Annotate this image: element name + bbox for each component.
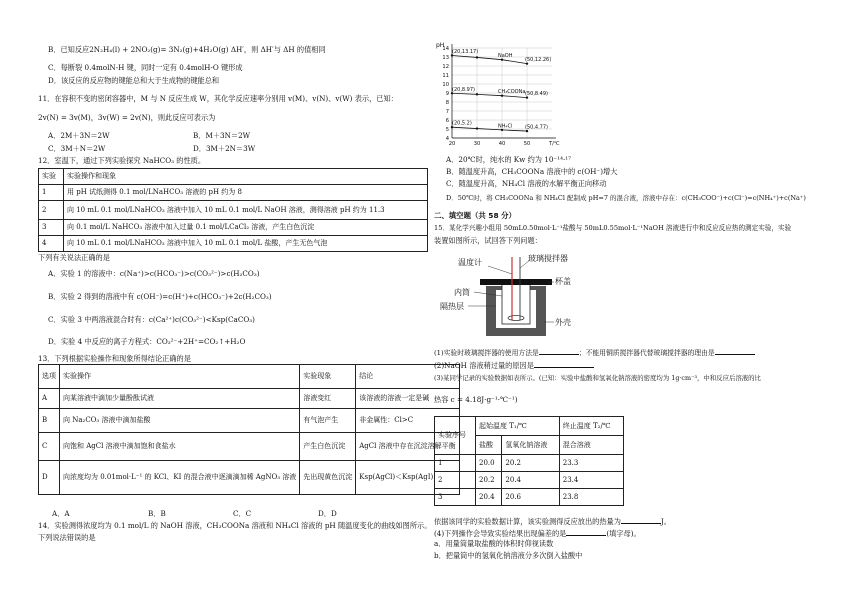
- q11-option-c: C．3M＋N＝2W: [48, 144, 106, 153]
- q12-lead: 下列有关说法正确的是: [38, 253, 110, 262]
- data-point: [476, 56, 478, 58]
- q15-cell: 23.8: [559, 489, 623, 506]
- q14-option-d: D．50℃时，将 CH₃COONa 和 NH₄Cl 配制成 pH=7 的混合液，溶液中存在：c(CH₃COO⁻)+c(Cl⁻)=c(NH₄⁺)+c(Na⁺): [446, 194, 806, 202]
- q11-option-b: B．M＋3N＝2W: [193, 131, 251, 140]
- q12-header-row: [39, 169, 428, 185]
- q11-option-a: A．2M＋3N＝2W: [48, 131, 110, 140]
- label-thermometer: 温度计: [458, 258, 482, 267]
- q15-part-4: [434, 528, 641, 538]
- q10-option-c: C．每断裂 0.4molN-H 键，同时一定有 0.4molH-O 键形成: [48, 63, 243, 72]
- q15-part-3-unit: J。: [660, 517, 671, 526]
- q13-cell: 溶液变红: [300, 389, 356, 409]
- q15-part-3-calc: [434, 516, 671, 526]
- q15-part-4-hint: (填字母)。: [606, 529, 641, 538]
- calorimeter-diagram: [436, 252, 572, 338]
- q15-header-cell: 混合溶液: [559, 436, 623, 455]
- q13-table-row: [39, 461, 460, 495]
- q13-table-row: [39, 409, 460, 433]
- q13-cell: A: [39, 389, 60, 409]
- section-heading: 二、填空题（共 58 分）: [434, 211, 516, 220]
- data-point: [476, 93, 478, 95]
- label-inner-beaker: 内筒: [454, 288, 470, 297]
- point-label: (50,8.49): [525, 91, 548, 98]
- q13-cell: D: [39, 461, 60, 495]
- q15-part-1-text-b: ；不能用铜质搅拌器代替玻璃搅拌器的理由是: [578, 349, 715, 357]
- label-stirrer: 玻璃搅拌器: [528, 254, 568, 263]
- q15-part-2: [434, 360, 594, 370]
- q15-part-1-text-a: (1)实验时玻璃搅拌器的使用方法是: [434, 349, 539, 357]
- y-axis-label: pH: [436, 42, 445, 49]
- y-tick-label: 5: [445, 126, 449, 133]
- point-label: (50,12.26): [525, 57, 552, 64]
- point-label: (20,13.17): [452, 48, 479, 55]
- q15-header-cell: 实验序号: [435, 417, 476, 455]
- q15-part-4-option-b: b．把量筒中的氢氧化钠溶液分多次倒入盐酸中: [434, 551, 583, 560]
- y-tick-label: 7: [445, 108, 449, 115]
- q13-cell: 向某溶液中滴加少量酚酞试液: [60, 389, 300, 409]
- q15-table-row: [435, 472, 624, 489]
- q13-table-row: [39, 433, 460, 461]
- q12-cell: 3: [39, 220, 64, 236]
- q13-option-a: A．A: [52, 509, 70, 518]
- q12-cell: 1: [39, 185, 64, 201]
- q11-condition: 2v(N) = 3v(M)，3v(W) = 2v(N)，则此反应可表示为: [38, 113, 216, 122]
- series-name-label: NH₄Cl: [498, 123, 513, 130]
- q12-table-row: [39, 185, 428, 201]
- q12-option-a: A．实验 1 的溶液中：c(Na⁺)>c(HCO₃⁻)>c(CO₃²⁻)>c(H₂CO₃): [48, 269, 260, 278]
- q15-cell: 23.4: [559, 472, 623, 489]
- q13-header-cell: 选项: [39, 365, 60, 389]
- y-tick-label: 9: [445, 90, 449, 97]
- q15-stem-2: 装置如图所示，试回答下列问题：: [434, 236, 542, 245]
- q12-table-row: [39, 220, 428, 236]
- series-name-label: CH₃COONa: [498, 89, 526, 96]
- q15-cell: 20.2: [476, 472, 502, 489]
- q12-option-b: B．实验 2 得到的溶液中有 c(OH⁻)=c(H⁺)+c(HCO₃⁻)+2c(H₂CO₃): [48, 292, 272, 301]
- q14-stem-2: 下列说法错误的是: [38, 533, 96, 542]
- point-label: (20,8.97): [452, 86, 475, 93]
- q13-cell: 有气泡产生: [300, 409, 356, 433]
- q12-cell: 向 10 mL 0.1 mol/LNaHCO₃ 溶液中加入 10 mL 0.1 mol/L NaOH 溶液，测得溶液 pH 约为 11.3: [64, 201, 428, 220]
- q15-cell: 3: [435, 489, 476, 506]
- y-tick-label: 13: [442, 54, 449, 61]
- q14-option-c: C．随温度升高，NH₄Cl 溶液的水解平衡正向移动: [446, 179, 607, 188]
- q13-cell: 产生白色沉淀: [300, 433, 356, 461]
- q12-cell: 向 10 mL 0.1 mol/LNaHCO₃ 溶液中加入 10 mL 0.1 mol/L 盐酸，产生无色气泡: [64, 236, 428, 252]
- q12-header-cell: 实验: [39, 169, 64, 185]
- q15-stem: 15．某化学兴趣小组用 50mL0.50mol·L⁻¹盐酸与 50mL0.55mol·L⁻¹NaOH 溶液进行中和反应反应热的测定实验，实验: [434, 224, 792, 232]
- q13-header-cell: 结论: [356, 365, 459, 389]
- q15-header-cell: 终止温度 T₂/℃: [559, 417, 623, 436]
- q15-part-3-calc-text: 依据该同学的实验数据计算，该实验测得反应放出的热量为: [434, 517, 621, 526]
- answer-blank-1[interactable]: [539, 347, 579, 355]
- x-tick-label: 20: [448, 141, 456, 147]
- q13-option-d: D．D: [318, 509, 337, 518]
- q12-cell: 向 0.1 mol/L NaHCO₃ 溶液中加入过量 0.1 mol/LCaCl₂ 溶液，产生白色沉淀: [64, 220, 428, 236]
- q12-header-cell: 实验操作和现象: [64, 169, 428, 185]
- label-insulation: 隔热层: [440, 302, 464, 311]
- answer-blank-3[interactable]: [534, 360, 594, 368]
- y-tick-label: 4: [445, 135, 449, 142]
- q14-option-b: B．随温度升高，CH₃COONa 溶液中的 c(OH⁻)增大: [446, 167, 618, 176]
- q12-cell: 用 pH 试纸测得 0.1 mol/LNaHCO₃ 溶液的 pH 约为 8: [64, 185, 428, 201]
- q13-cell: B: [39, 409, 60, 433]
- q13-stem: 13．下列根据实验操作和现象所得结论正确的是: [38, 354, 191, 363]
- q13-header-cell: 实验现象: [300, 365, 356, 389]
- answer-blank-4[interactable]: [621, 516, 661, 524]
- q10-option-d: D．该反应的反应物的键能总和大于生成物的键能总和: [48, 76, 220, 85]
- q15-part-3-heat: 热容 c = 4.18J·g⁻¹·℃⁻¹): [434, 395, 518, 404]
- q15-part-1: [434, 347, 755, 358]
- q15-cell: 20.0: [476, 455, 502, 472]
- q15-header-cell: 盐酸: [476, 436, 502, 455]
- answer-blank-5[interactable]: [566, 528, 606, 536]
- q12-cell: 2: [39, 201, 64, 220]
- q13-cell: 非金属性：Cl>C: [356, 409, 459, 433]
- q15-cell: 20.6: [502, 489, 559, 506]
- q15-part-4-text: (4)下列操作会导致实验结果出现偏差的是: [434, 529, 567, 538]
- q13-cell: 向浓度均为 0.01mol·L⁻¹ 的 KCl、KI 的混合液中逐滴滴加稀 AgNO₃ 溶液: [60, 461, 300, 495]
- q15-cell: 23.3: [559, 455, 623, 472]
- series-line: [452, 55, 527, 63]
- q13-table-row: [39, 389, 460, 409]
- y-tick-label: 6: [445, 117, 449, 124]
- y-tick-label: 8: [445, 99, 449, 106]
- q15-cell: 20.2: [502, 455, 559, 472]
- q13-cell: C: [39, 433, 60, 461]
- x-tick-label: 50: [523, 141, 531, 147]
- q15-data-table: [434, 416, 624, 506]
- q13-cell: AgCl 溶液中存在沉淀溶解平衡: [356, 433, 459, 461]
- q12-table-row: [39, 201, 428, 220]
- y-tick-label: 14: [442, 45, 449, 52]
- q15-part-2-text: (2)NaOH 溶液稍过量的原因是: [434, 361, 534, 370]
- answer-blank-2[interactable]: [715, 347, 755, 355]
- inner-beaker-shape: [502, 284, 530, 324]
- q12-stem: 12．室温下，通过下列实验探究 NaHCO₃ 的性质。: [38, 156, 206, 165]
- q13-cell: 先出现黄色沉淀: [300, 461, 356, 495]
- q15-cell: 20.4: [476, 489, 502, 506]
- y-tick-label: 11: [442, 72, 449, 79]
- q13-header-cell: 实验操作: [60, 365, 300, 389]
- q13-option-b: B．B: [148, 509, 166, 518]
- q11-stem: 11．在容积不变的密闭容器中，M 与 N 反应生成 W，其化学反应速率分别用 v(M)、v(N)、v(W) 表示，已知：: [38, 94, 398, 103]
- q14-option-a: A．20℃时，纯水的 Kw 约为 10⁻¹⁴·¹⁷: [446, 155, 572, 164]
- label-lid: 杯盖: [555, 277, 571, 286]
- q15-cell: 1: [435, 455, 476, 472]
- q15-header-cell: 起始温度 T₁/℃: [476, 417, 560, 436]
- q15-part-3: (3)某同学记录的实验数据如表所示。(已知：实验中盐酸和氢氧化钠溶液的密度均为 1g·cm⁻³，中和反应后溶液的比: [434, 374, 761, 382]
- q15-header-cell: 氢氧化钠溶液: [502, 436, 559, 455]
- q13-cell: 向 Na₂CO₃ 溶液中滴加盐酸: [60, 409, 300, 433]
- label-outer-shell: 外壳: [555, 318, 571, 327]
- y-tick-label: 12: [442, 63, 449, 70]
- q12-table: [38, 168, 428, 252]
- q10-option-b: B．已知反应2N₂H₄(l) + 2NO₂(g)= 3N₂(g)+4H₂O(g) ΔH′，则 ΔH′与 ΔH 的值相同: [48, 45, 326, 54]
- series-name-label: NaOH: [498, 53, 513, 60]
- q12-option-c: C．实验 3 中两溶液混合时有：c(Ca²⁺)c(CO₃²⁻)<Ksp(CaCO₃): [48, 315, 255, 324]
- q13-option-c: C．C: [233, 509, 252, 518]
- x-axis-label: T/℃: [549, 141, 560, 147]
- q15-part-4-option-a: a．用量筒量取盐酸的体积时仰视读数: [434, 539, 554, 548]
- q14-stem: 14．实验测得浓度均为 0.1 mol/L 的 NaOH 溶液，CH₃COONa 溶液和 NH₄Cl 溶液的 pH 随温度变化的曲线如图所示。: [38, 521, 432, 530]
- q15-table-row: [435, 455, 624, 472]
- point-label: (50,4.77): [525, 124, 548, 131]
- q12-table-row: [39, 236, 428, 252]
- q13-cell: 向饱和 AgCl 溶液中滴加饱和食盐水: [60, 433, 300, 461]
- q12-option-d: D．实验 4 中反应的离子方程式：CO₃²⁻+2H⁺=CO₂↑+H₂O: [48, 337, 246, 346]
- q13-table: [38, 364, 460, 495]
- data-point: [476, 127, 478, 129]
- q12-cell: 4: [39, 236, 64, 252]
- y-tick-label: 10: [442, 81, 449, 88]
- x-tick-label: 30: [473, 141, 481, 147]
- point-label: (20,5.2): [452, 120, 472, 127]
- q15-cell: 20.4: [502, 472, 559, 489]
- lid-shape: [480, 279, 552, 285]
- q15-cell: 2: [435, 472, 476, 489]
- q13-cell: 该溶液的溶液一定是碱: [356, 389, 459, 409]
- q13-cell: Ksp(AgCl)＜Ksp(AgI): [356, 461, 459, 495]
- q11-option-d: D．3M＋2N＝3W: [193, 144, 256, 153]
- x-tick-label: 40: [498, 141, 506, 147]
- q15-table-row: [435, 489, 624, 506]
- q13-header-row: [39, 365, 460, 389]
- ph-temperature-chart: [434, 40, 574, 152]
- q15-header-row: [435, 417, 624, 436]
